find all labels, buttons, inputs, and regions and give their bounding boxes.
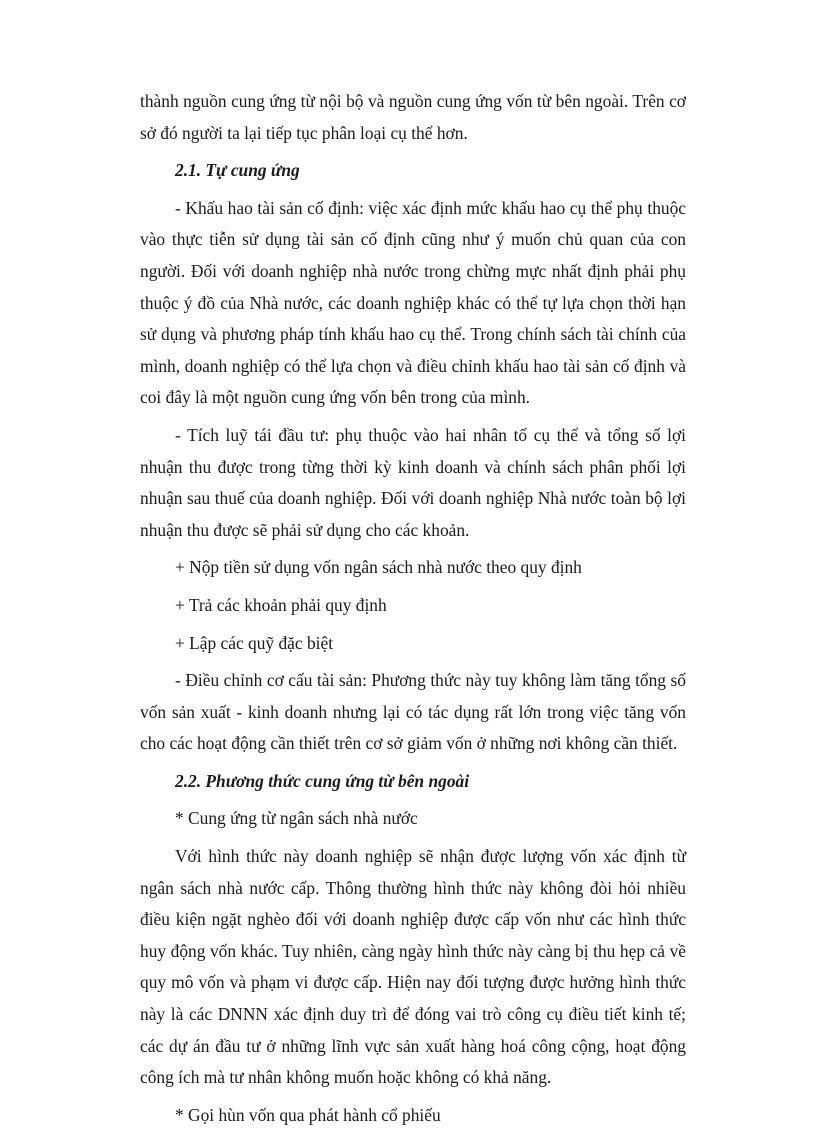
list-item-budget-fee: + Nộp tiền sử dụng vốn ngân sách nhà nước theo quy định — [175, 557, 582, 578]
heading-self-supply: 2.1. Tự cung ứng — [175, 160, 300, 181]
heading-external-supply: 2.2. Phương thức cung ứng từ bên ngoài — [175, 770, 470, 791]
list-item-payables: + Trả các khoản phải quy định — [175, 594, 387, 615]
paragraph-intro: thành nguồn cung ứng từ nội bộ và nguồn cung ứng vốn từ bên ngoài. Trên cơ sở đó người ta lại tiếp tục phân loại cụ thể hơn. — [140, 91, 686, 143]
paragraph-asset-restructure: - Điều chỉnh cơ cấu tài sản: Phương thức này tuy không làm tăng tổng số vốn sản xuất - kinh doanh nhưng lại có tác dụng rất lớn trong việc tăng vốn cho các hoạt động cần thiết trên cơ sở giảm vốn ở những nơi không cần thiết. — [140, 670, 686, 754]
subheading-share-issue: * Gọi hùn vốn qua phát hành cổ phiếu — [175, 1104, 441, 1125]
list-item-special-funds: + Lập các quỹ đặc biệt — [175, 632, 334, 653]
paragraph-reinvestment: - Tích luỹ tái đầu tư: phụ thuộc vào hai nhân tố cụ thể và tổng số lợi nhuận thu được trong từng thời kỳ kinh doanh và chính sách phân phối lợi nhuận sau thuế của doanh nghiệp. Đối với doanh nghiệp Nhà nước toàn bộ lợi nhuận thu được sẽ phải sử dụng cho các khoản. — [140, 424, 686, 540]
subheading-state-budget: * Cung ứng từ ngân sách nhà nước — [175, 808, 418, 829]
paragraph-depreciation: - Khấu hao tài sản cố định: việc xác định mức khấu hao cụ thể phụ thuộc vào thực tiễn sử dụng tài sản cố định cũng như ý muốn chủ quan của con người. Đối với doanh nghiệp nhà nước trong chừng mực nhất định phải phụ thuộc ý đồ của Nhà nước, các doanh nghiệp khác có thể tự lựa chọn thời hạn sử dụng và phương pháp tính khấu hao cụ thể. Trong chính sách tài chính của mình, doanh nghiệp có thể lựa chọn và điều chỉnh khấu hao tài sản cố định và coi đây là một nguồn cung ứng vốn bên trong của mình. — [140, 197, 686, 408]
paragraph-state-budget: Với hình thức này doanh nghiệp sẽ nhận được lượng vốn xác định từ ngân sách nhà nước cấp. Thông thường hình thức này không đòi hỏi nhiều điều kiện ngặt nghèo đối với doanh nghiệp được cấp vốn như các hình thức huy động vốn khác. Tuy nhiên, càng ngày hình thức này càng bị thu hẹp cả về quy mô vốn và phạm vi được cấp. Hiện nay đối tượng được hưởng hình thức này là các DNNN xác định duy trì để đóng vai trò công cụ điều tiết kinh tế; các dự án đầu tư ở những lĩnh vực sản xuất hàng hoá công cộng, hoạt động công ích mà tư nhân không muốn hoặc không có khả năng. — [140, 846, 686, 1088]
